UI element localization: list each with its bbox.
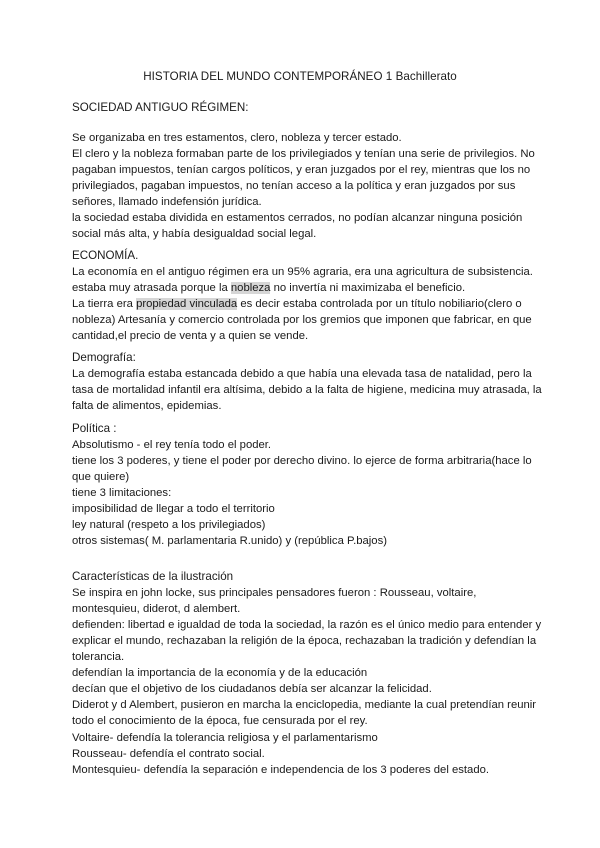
politica-line: tiene 3 limitaciones: <box>72 487 172 499</box>
sociedad-line: El clero y la nobleza formaban parte de los privilegiados y tenían una serie de privilegios. No pagaban impuestos, tenían cargos políticos, y eran juzgados por el rey, mientras que los no privilegiados, pagaban impuestos, no tenían acceso a la política y eran juzgados por sus señores, llamado indefensión jurídica. <box>72 148 535 208</box>
section-ilustracion <box>72 569 542 729</box>
economia-line <box>72 280 542 296</box>
sociedad-body <box>72 130 542 242</box>
ilustracion-line: defendían la importancia de la economía y de la educación <box>72 667 368 679</box>
sociedad-line: la sociedad estaba dividida en estamentos cerrados, no podían alcanzar ninguna posición social más alta, y había desigualdad social legal. <box>72 212 523 240</box>
politica-line: tiene los 3 poderes, y tiene el poder por derecho divino. lo ejerce de forma arbitraria(hace lo que quiere) <box>72 455 532 483</box>
highlighted-term: propiedad vinculada <box>136 298 238 310</box>
heading-economia: ECONOMÍA. <box>72 249 139 262</box>
section-sociedad <box>72 100 542 116</box>
highlighted-term: nobleza <box>230 282 271 294</box>
ilustracion-line: defienden: libertad e igualdad de toda la sociedad, la razón es el único medio para entender y explicar el mundo, rechazaban la religión de la época, rechazaban la tradición y defendían la tolerancia. <box>72 619 542 663</box>
section-pensadores <box>72 730 542 778</box>
politica-line: imposibilidad de llegar a todo el territorio <box>72 503 275 515</box>
economia-line: La economía en el antiguo régimen era un 95% agraria, era una agricultura de subsistencia. <box>72 266 533 278</box>
demografia-text: La demografía estaba estancada debido a que había una elevada tasa de natalidad, pero la tasa de mortalidad infantil era altísima, debido a la falta de higiene, medicina muy atrasada, la falta de alimentos, epidemias. <box>72 368 542 412</box>
text-segment: es decir estaba controlada por un título nobiliario(clero o nobleza) Artesanía y comercio controlada por los gremios que imponen que fabricar, en que cantidad,el precio de venta y a quien se vende. <box>72 298 532 342</box>
heading-politica: Política : <box>72 422 117 435</box>
text-segment: estaba muy atrasada porque la <box>72 282 231 294</box>
section-demografia <box>72 350 542 414</box>
document-title: HISTORIA DEL MUNDO CONTEMPORÁNEO 1 Bachillerato <box>143 70 457 83</box>
heading-sociedad: SOCIEDAD ANTIGUO RÉGIMEN: <box>72 101 249 114</box>
ilustracion-line: Se inspira en john locke, sus principales pensadores fueron : Rousseau, voltaire, montesquieu, diderot, d alembert. <box>72 587 477 615</box>
ilustracion-line: Diderot y d Alembert, pusieron en marcha la enciclopedia, mediante la cual pretendían reunir todo el conocimiento de la época, fue censurada por el rey. <box>72 699 537 727</box>
economia-line <box>72 296 542 344</box>
pensador-line: Voltaire- defendía la tolerancia religiosa y el parlamentarismo <box>72 732 378 744</box>
politica-line: Absolutismo - el rey tenía todo el poder. <box>72 439 272 451</box>
politica-line: otros sistemas( M. parlamentaria R.unido) y (república P.bajos) <box>72 535 387 547</box>
text-segment: no invertía ni maximizaba el beneficio. <box>270 282 466 294</box>
pensador-line: Rousseau- defendía el contrato social. <box>72 748 265 760</box>
sociedad-line: Se organizaba en tres estamentos, clero, nobleza y tercer estado. <box>72 132 402 144</box>
pensador-line: Montesquieu- defendía la separación e independencia de los 3 poderes del estado. <box>72 764 490 776</box>
ilustracion-line: decían que el objetivo de los ciudadanos debía ser alcanzar la felicidad. <box>72 683 432 695</box>
text-segment: La tierra era <box>72 298 137 310</box>
heading-ilustracion: Características de la ilustración <box>72 570 234 583</box>
section-economia <box>72 248 542 344</box>
politica-line: ley natural (respeto a los privilegiados) <box>72 519 266 531</box>
section-politica <box>72 421 542 549</box>
heading-demografia: Demografía: <box>72 351 136 364</box>
